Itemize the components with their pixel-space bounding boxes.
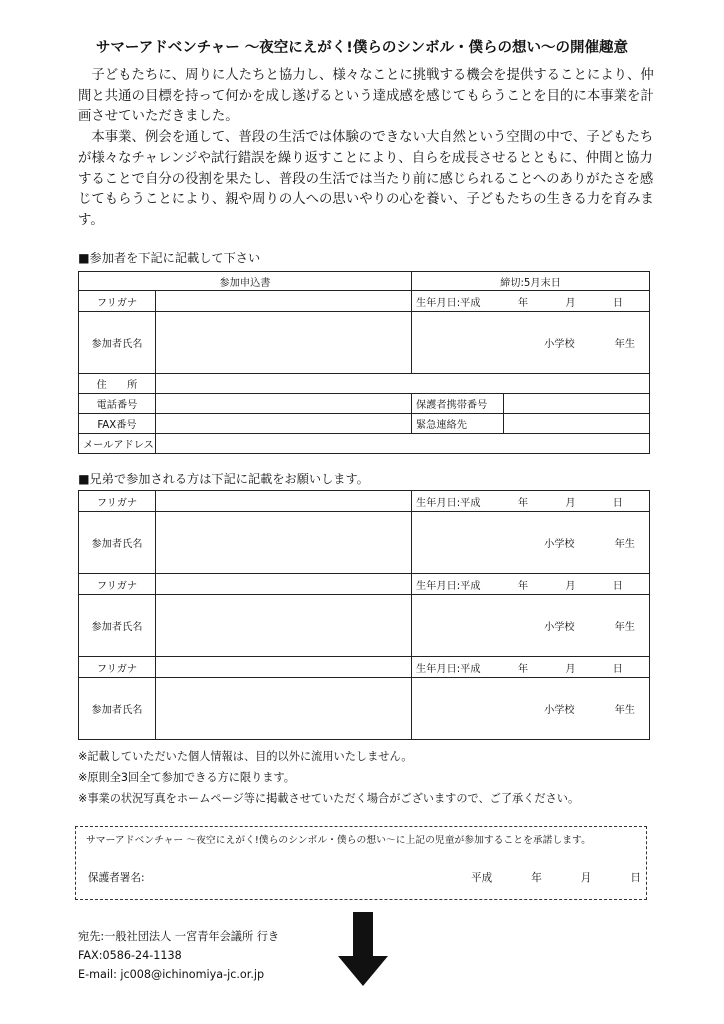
school-label: 小学校 — [544, 539, 575, 550]
day-label: 日 — [612, 580, 623, 592]
destination-fax: FAX:0586-24-1138 — [78, 949, 182, 962]
month-label: 月 — [565, 663, 576, 675]
school-label: 小学校 — [544, 339, 575, 350]
year-label: 年 — [531, 872, 542, 884]
year-label: 年 — [517, 497, 529, 509]
section-heading-participant: ■参加者を下記に記載して下さい — [78, 251, 261, 265]
school-field[interactable] — [412, 595, 650, 657]
phone-label: 電話番号 — [79, 394, 156, 414]
era-label: 平成 — [471, 872, 493, 884]
deadline: 締切:5月末日 — [412, 272, 650, 291]
school-field[interactable] — [412, 312, 650, 374]
day-label: 日 — [612, 497, 623, 509]
school-label: 小学校 — [544, 705, 575, 716]
intro-text — [78, 66, 666, 232]
day-label: 日 — [612, 297, 624, 309]
fax-label: FAX番号 — [79, 414, 156, 434]
dob-label: 生年月日:平成 — [416, 297, 481, 309]
page-title: サマーアドベンチャー ～夜空にえがく!僕らのシンボル・僕らの想い～の開催趣意 — [95, 40, 629, 56]
email-label: メールアドレス — [79, 434, 156, 454]
day-label: 日 — [612, 663, 623, 675]
participant-form-table — [78, 271, 650, 454]
intro-paragraph: 本事業、例会を通して、普段の生活では体験のできない大自然という空間の中で、子どもたちが様々なチャレンジや試行錯誤を繰り返すことにより、自らを成長させるとともに、仲間と協力することで自分の役割を果たし、普段の生活では当たり前に感じられることへのありがたさを感じてもらうことにより、親や周りの人への思いやりの心を養い、子どもたちの生きる力を育みます。 — [78, 130, 654, 228]
consent-box — [75, 826, 647, 900]
year-label: 年 — [517, 580, 529, 592]
name-label: 参加者氏名 — [79, 595, 156, 657]
section-heading-siblings: ■兄弟で参加される方は下記に記載をお願いします。 — [78, 472, 369, 486]
year-label: 年 — [517, 663, 529, 675]
destination-to: 宛先:一般社団法人 一宮青年会議所 行き — [78, 930, 280, 943]
month-label: 月 — [580, 872, 592, 884]
emergency-field[interactable] — [504, 414, 650, 434]
furigana-label: フリガナ — [79, 574, 156, 595]
grade-label: 年生 — [614, 622, 635, 633]
furigana-label: フリガナ — [79, 291, 156, 312]
guardian-signature-label: 保護者署名: — [88, 872, 145, 884]
dob-label: 生年月日:平成 — [416, 663, 481, 675]
intro-paragraph: 子どもたちに、周りに人たちと協力し、様々なことに挑戦する機会を提供することにより、仲間と共通の目標を持って何かを成し遂げるという達成感を感じてもらうことを目的に本事業を計画させていただきました。 — [78, 68, 654, 125]
name-label: 参加者氏名 — [79, 678, 156, 740]
furigana-label: フリガナ — [79, 491, 156, 512]
furigana-field[interactable] — [156, 574, 412, 595]
dob-label: 生年月日:平成 — [416, 497, 481, 509]
furigana-field[interactable] — [156, 657, 412, 678]
phone-field[interactable] — [156, 394, 412, 414]
consent-date[interactable] — [471, 870, 641, 885]
dob-field[interactable] — [412, 657, 650, 678]
day-label: 日 — [630, 872, 641, 884]
consent-text: サマーアドベンチャー ～夜空にえがく!僕らのシンボル・僕らの想い～に上記の児童が参加することを承諾します。 — [86, 835, 591, 846]
name-label: 参加者氏名 — [79, 312, 156, 374]
dob-label: 生年月日:平成 — [416, 580, 481, 592]
dob-field[interactable] — [412, 291, 650, 312]
note-item: ※記載していただいた個人情報は、目的以外に流用いたしません。 — [78, 750, 413, 763]
grade-label: 年生 — [614, 339, 636, 350]
year-label: 年 — [517, 297, 529, 309]
name-field[interactable] — [156, 595, 412, 657]
note-item: ※原則全3回全て参加できる方に限ります。 — [78, 771, 295, 784]
notes — [78, 746, 579, 809]
address-label: 住 所 — [79, 374, 156, 394]
dob-field[interactable] — [412, 491, 650, 512]
note-item: ※事業の状況写真をホームページ等に掲載させていただく場合がございますので、ご了承ください。 — [78, 792, 580, 805]
guardian-mobile-field[interactable] — [504, 394, 650, 414]
furigana-field[interactable] — [156, 491, 412, 512]
destination-email: E-mail: jc008@ichinomiya-jc.or.jp — [78, 968, 265, 981]
school-field[interactable] — [412, 678, 650, 740]
sibling-form-table — [78, 490, 650, 740]
guardian-mobile-label: 保護者携帯番号 — [412, 394, 504, 414]
month-label: 月 — [565, 580, 576, 592]
form-heading: 参加申込書 — [79, 272, 412, 291]
grade-label: 年生 — [614, 705, 635, 716]
month-label: 月 — [565, 297, 576, 309]
month-label: 月 — [565, 497, 576, 509]
furigana-field[interactable] — [156, 291, 412, 312]
school-field[interactable] — [412, 512, 650, 574]
address-field[interactable] — [156, 374, 650, 394]
school-label: 小学校 — [544, 622, 575, 633]
dob-field[interactable] — [412, 574, 650, 595]
email-field[interactable] — [156, 434, 650, 454]
destination — [78, 927, 279, 984]
name-field[interactable] — [156, 512, 412, 574]
name-field[interactable] — [156, 312, 412, 374]
down-arrow-icon — [336, 912, 390, 988]
fax-field[interactable] — [156, 414, 412, 434]
emergency-label: 緊急連絡先 — [412, 414, 504, 434]
name-label: 参加者氏名 — [79, 512, 156, 574]
furigana-label: フリガナ — [79, 657, 156, 678]
grade-label: 年生 — [614, 539, 635, 550]
name-field[interactable] — [156, 678, 412, 740]
